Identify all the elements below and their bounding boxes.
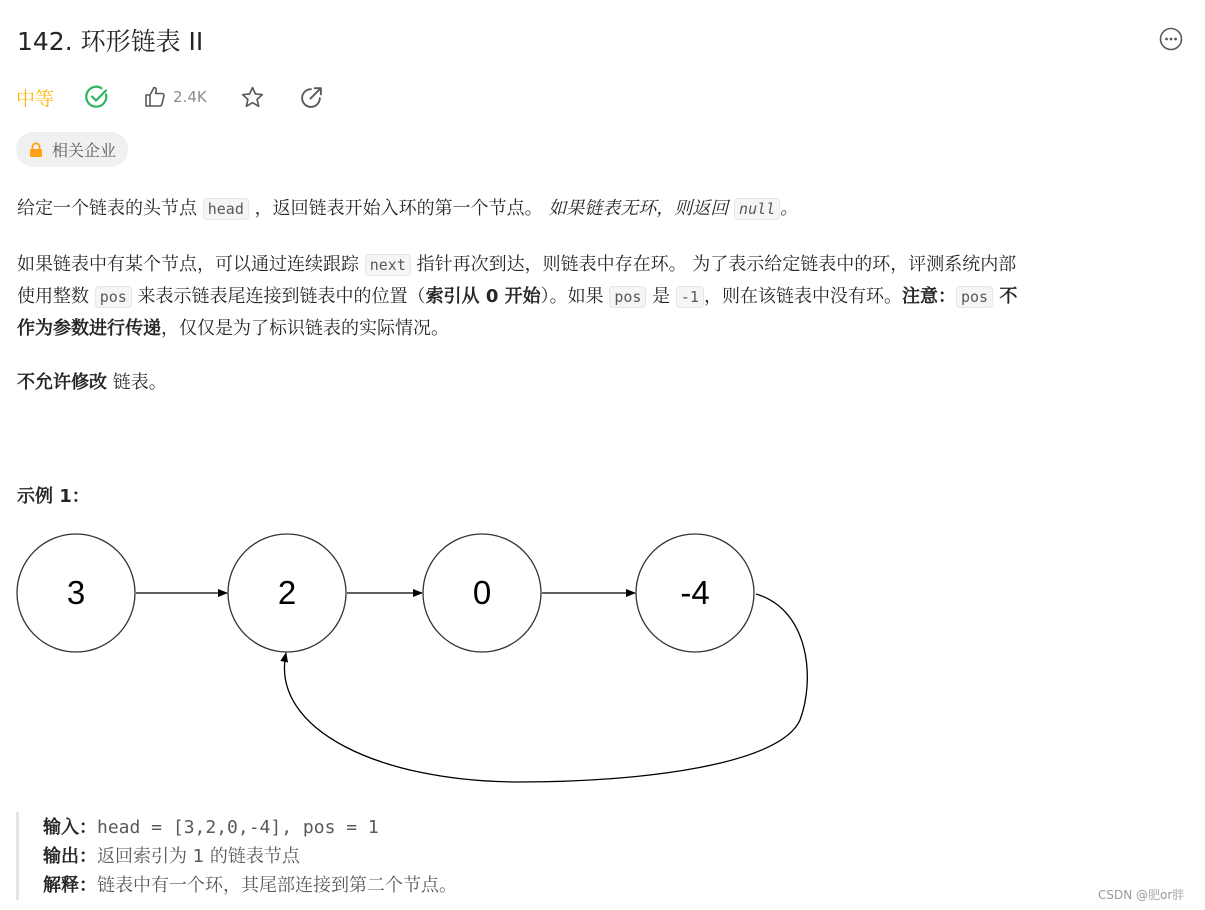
inline-code-pos: pos	[95, 286, 132, 308]
related-companies-label: 相关企业	[52, 141, 117, 160]
description-paragraph-2-line-2	[17, 281, 1017, 313]
text: ，仅仅是为了标识链表的实际情况。	[161, 318, 449, 339]
thumbs-up-icon	[143, 85, 167, 109]
inline-code-head: head	[203, 198, 249, 220]
inline-code-minus-one: -1	[676, 286, 704, 308]
check-circle-icon	[84, 84, 110, 110]
linked-list-diagram	[0, 520, 830, 795]
inline-code-null: null	[734, 198, 780, 220]
text: 是	[646, 286, 676, 307]
explanation-value: 链表中有一个环，其尾部连接到第二个节点。	[97, 875, 457, 896]
node-label: 2	[277, 574, 297, 611]
more-button[interactable]	[1159, 27, 1183, 51]
bold-text: 不允许修改	[17, 372, 107, 393]
text: 链表。	[107, 372, 167, 393]
description-paragraph-2-line-3	[17, 313, 449, 344]
bold-text: 作为参数进行传递	[17, 318, 161, 339]
text: 给定一个链表的头节点	[17, 198, 203, 219]
italic-text: 如果链表无环，则返回	[548, 198, 735, 219]
text: ）。如果	[540, 286, 610, 307]
input-label: 输入：	[43, 817, 97, 838]
solved-status	[84, 84, 110, 110]
list-node-2	[423, 534, 541, 652]
difficulty-label: 中等	[16, 87, 55, 110]
bold-text: 索引从 0 开始	[425, 286, 541, 307]
text: 使用整数	[17, 286, 95, 307]
node-label: 3	[66, 574, 86, 611]
inline-code-pos: pos	[956, 286, 993, 308]
explanation-label: 解释：	[43, 875, 97, 896]
text: ，则在该链表中没有环。	[703, 286, 902, 307]
lock-icon	[29, 142, 43, 158]
list-node-1	[228, 534, 346, 652]
example-output	[43, 843, 300, 871]
more-horizontal-icon	[1159, 27, 1183, 51]
problem-meta-bar	[16, 82, 324, 112]
output-value: 返回索引为 1 的链表节点	[97, 846, 300, 867]
example-input	[43, 814, 379, 842]
description-paragraph-3	[17, 367, 167, 398]
problem-title: 142. 环形链表 II	[17, 27, 204, 56]
node-label: 0	[472, 574, 492, 611]
share-button[interactable]	[299, 85, 324, 110]
example-io-block	[16, 812, 579, 900]
like-count: 2.4K	[173, 88, 207, 106]
example-explanation	[43, 872, 457, 900]
text: ，返回链表开始入环的第一个节点。	[248, 198, 549, 219]
share-external-icon	[299, 85, 324, 110]
watermark: CSDN @肥or胖	[1098, 888, 1185, 902]
favorite-button[interactable]	[240, 85, 265, 110]
list-node-0	[17, 534, 135, 652]
list-node-3	[636, 534, 754, 652]
description-paragraph-2-line-1	[17, 249, 1016, 281]
text: 指针再次到达，则链表中存在环。 为了表示给定链表中的环，评测系统内部	[410, 254, 1017, 275]
inline-code-next: next	[365, 254, 411, 276]
output-label: 输出：	[43, 846, 97, 867]
italic-text: 。	[780, 198, 799, 219]
bold-text: 不	[993, 286, 1018, 307]
inline-code-pos: pos	[609, 286, 646, 308]
bold-text: 注意：	[901, 286, 956, 307]
star-icon	[240, 85, 265, 110]
text: 来表示链表尾连接到链表中的位置（	[131, 286, 426, 307]
input-value: head = [3,2,0,-4], pos = 1	[97, 817, 379, 838]
description-paragraph-1	[17, 193, 798, 225]
text: 如果链表中有某个节点，可以通过连续跟踪	[17, 254, 365, 275]
related-companies-tag[interactable]	[16, 132, 128, 167]
node-label: -4	[680, 574, 710, 611]
like-button[interactable]	[143, 85, 207, 109]
example-title: 示例 1：	[17, 486, 90, 507]
